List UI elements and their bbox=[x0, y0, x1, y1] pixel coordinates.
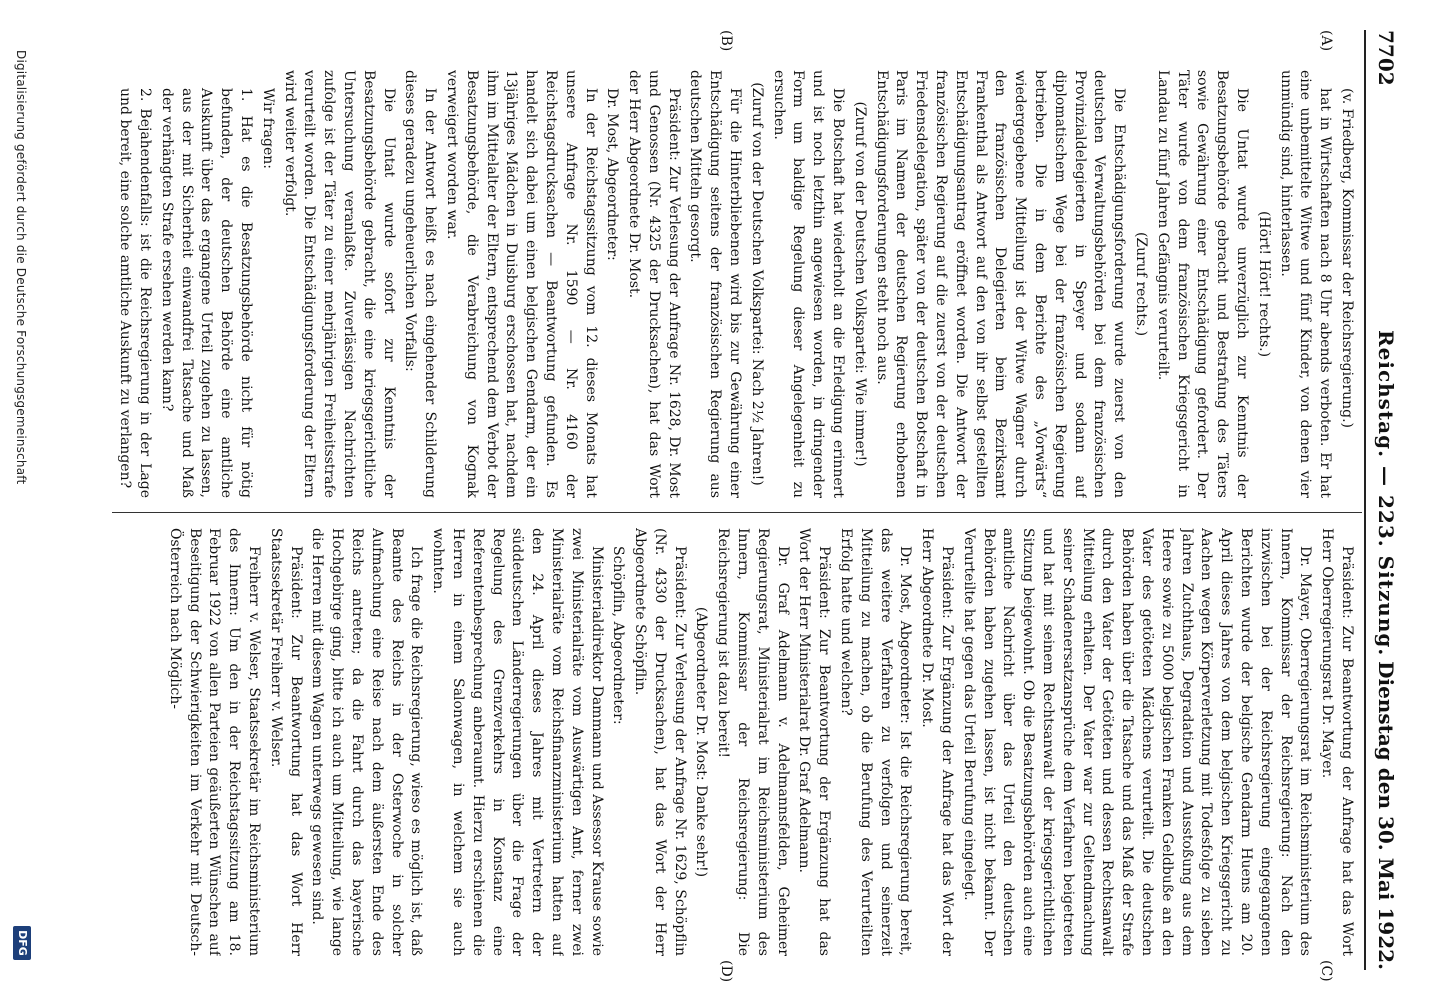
page-header bbox=[1364, 30, 1406, 970]
paragraph: Ministerialdirektor Dammann und Assessor Krause sowie zwei Ministerialräte vom Auswärtigen Amt, ferner zwei Ministerialräte vom Reichsfinanzministerium hatten auf den 24. April dieses Jahres mit Vertretern der süddeutschen Länderregierungen über die Frage der Regelung des Grenzverkehrs in Konstanz eine Referentenbesprechung anberaumt. Hierzu erschienen die Herren in einem Salonwagen, in welchem sie auch wohnten. bbox=[430, 528, 605, 956]
paragraph: Für die Hinterbliebenen wird bis zur Gewährung einer Entschädigung seitens der französischen Regierung aus deutschen Mitteln gesorgt. bbox=[687, 70, 744, 498]
paragraph: Präsident: Zur Beantwortung der Ergänzung hat das Wort der Herr Ministerialrat Dr. Graf Adelmann. bbox=[796, 528, 833, 956]
paragraph: hat in Wirtschaften nach 8 Uhr abends verboten. Er hat eine unbemittelte Witwe und fünf Kinder, von denen vier unmündig sind, hinterlassen. bbox=[1277, 70, 1334, 498]
margin-mark-b: (B) bbox=[718, 30, 734, 52]
paragraph: Präsident: Zur Verlesung der Anfrage Nr. 1628, Dr. Most und Genossen (Nr. 4325 der Drucksachen), hat das Wort der Herr Abgeordnete Dr. Most. bbox=[626, 70, 682, 498]
paragraph: Präsident: Zur Verlesung der Anfrage Nr. 1629, Schöpflin (Nr. 4330 der Drucksachen), hat das Wort der Herr Abgeordnete Schöpflin. bbox=[632, 528, 688, 956]
column-divider bbox=[112, 512, 1362, 513]
paragraph: Präsident: Zur Beantwortung hat das Wort Herr Staatssekretär Freiherr v. Welser. bbox=[267, 528, 304, 956]
paragraph: 1. Hat es die Besatzungsbehörde nicht für nötig befunden, der deutschen Behörde eine amtliche Auskunft über das ergangene Urteil zugehen zu lassen, aus der mit Sicherheit einwandfrei Tatsache und Maß der verhängten Strafe ersehen werden kann? bbox=[158, 88, 254, 498]
left-column bbox=[116, 70, 1356, 498]
dfg-logo: DFG bbox=[13, 926, 31, 960]
paragraph: Dr. Most, Abgeordneter: bbox=[604, 88, 621, 261]
paragraph: Dr. Graf Adelmann v. Adelmannsfelden, Geheimer Regierungsrat, Ministerialrat im Reichsministerium des Innern, Kommissar der Reichsregierung: Die Reichsregierung ist dazu bereit! bbox=[715, 528, 791, 956]
paragraph: (Zuruf von der Deutschen Volkspartei: Nach 2½ Jahren!) bbox=[748, 82, 765, 486]
paragraph: In der Antwort heißt es nach eingehender Schilderung dieses geradezu ungeheuerlichen Vorfalls: bbox=[402, 70, 439, 498]
paragraph: Präsident: Zur Beantwortung der Anfrage hat das Wort Herr Oberregierungsrat Dr. Mayer. bbox=[1319, 528, 1355, 956]
paragraph: (Zuruf rechts.) bbox=[1133, 231, 1150, 337]
session-date: Dienstag den 30. Mai 1922. bbox=[1374, 661, 1398, 970]
paragraph: Die Entschädigungsforderung wurde zuerst von den deutschen Verwaltungsbehörden bei dem französischen Provinzialdelegierten in Speyer und sodann auf diplomatischem Wege bei der französischen Regierung betrieben. Die in dem Berichte des „Vorwärts“ wiedergegebene Mitteilung ist der Witwe Wagner durch den französischen Delegierten beim Bezirksamt Frankenthal als Antwort auf den von ihr selbst gestellten Entschädigungsantrag eröffnet worden. Die Antwort der französischen Regierung auf die zuerst von der deutschen Friedensdelegation, später von der deutschen Botschaft in Paris im Namen der deutschen Regierung erhobenen Entschädigungsforderungen steht noch aus. bbox=[873, 70, 1128, 498]
paragraph: Wir fragen: bbox=[259, 88, 276, 169]
paragraph: (Zuruf von der Deutschen Volkspartei: Wie immer!) bbox=[851, 101, 868, 467]
paragraph: (Abgeordneter Dr. Most: Danke sehr!) bbox=[693, 606, 710, 878]
paragraph: Die Untat wurde unverzüglich zur Kenntnis der Besatzungsbehörde gebracht und Bestrafung des Täters sowie Gewährung einer Entschädigung gefordert. Der Täter wurde von dem französischen Kriegsgericht in Landau zu fünf Jahren Gefängnis verurteilt. bbox=[1154, 70, 1251, 498]
paragraph: (v. Friedberg, Kommissar der Reichsregierung.) bbox=[1339, 88, 1355, 428]
paragraph: Präsident: Zur Ergänzung der Anfrage hat das Wort der Herr Abgeordnete Dr. Most. bbox=[919, 528, 956, 956]
paragraph: Die Untat wurde sofort zur Kenntnis der Besatzungsbehörde gebracht, die eine kriegsgerichtliche Untersuchung veranlaßte. Zuverlässigen Nachrichten zufolge ist der Täter zu einer mehrjährigen Freiheitsstrafe verurteilt worden. Die Entschädigungsforderung der Eltern wird weiter verfolgt. bbox=[281, 70, 397, 498]
margin-mark-a: (A) bbox=[1318, 30, 1334, 52]
paragraph: Freiherr v. Welser, Staatssekretär im Reichsministerium des Innern: Um den in der Reichstagssitzung am 18. Februar 1922 von allen Parteien geäußerten Wünschen auf Beseitigung der Schwierigkeiten im Verkehr mit Deutsch-Österreich nach Möglich- bbox=[166, 528, 262, 956]
paragraph: Dr. Mayer, Oberregierungsrat im Reichsministerium des Innern, Kommissar der Reichsregierung: Nach den inzwischen bei der Reichsregierung eingegangenen Berichten wurde der belgische Gendarm Huens am 20. April dieses Jahres von dem belgischen Kriegsgericht zu Aachen wegen Körperverletzung mit Todesfolge zu sieben Jahren Zuchthaus, Degradation und Ausstoßung aus dem Heere sowie zu 5000 belgischen Franken Geldbuße an den Vater des getöteten Mädchens verurteilt. Die deutschen Behörden haben über die Tatsache und das Maß der Strafe durch den Vater der Getöteten und dessen Rechtsanwalt Mitteilung erhalten. Der Vater war zur Geltendmachung seiner Schadenersatzansprüche dem Verfahren beigetreten und hat mit seinem Rechtsanwalt der kriegsgerichtlichen Sitzung beigewohnt. Ob die Besatzungsbehörden auch eine amtliche Nachricht über das Urteil den deutschen Behörden haben zugehen lassen, ist nicht bekannt. Der Verurteilte hat gegen das Urteil Berufung eingelegt. bbox=[960, 528, 1314, 956]
paragraph: Ich frage die Reichsregierung, wieso es möglich ist, daß Beamte des Reichs in der Osterwoche in solcher Aufmachung eine Reise nach dem äußersten Ende des Reichs antreten; da die Fahrt durch das bayerische Hochgebirge ging, bitte ich auch um Mitteilung, wie lange die Herren mit diesem Wagen unterwegs gewesen sind. bbox=[309, 528, 425, 956]
page-number: 7702 bbox=[1374, 30, 1398, 86]
digitization-credit: Digitalisierung gefördert durch die Deutsche Forschungsgemeinschaft bbox=[14, 50, 28, 485]
session-title: Reichstag. — 223. Sitzung. bbox=[1374, 330, 1398, 657]
margin-mark-d: (D) bbox=[718, 960, 734, 983]
right-column bbox=[116, 528, 1356, 956]
paragraph: Die Botschaft hat wiederholt an die Erledigung erinnert und ist noch letzthin angewiesen worden, in dringender Form um baldige Regelung dieser Angelegenheit zu ersuchen. bbox=[770, 70, 847, 498]
margin-mark-c: (C) bbox=[1318, 960, 1334, 982]
paragraph: (Hört! Hört! rechts.) bbox=[1255, 210, 1272, 358]
paragraph: Schöpflin, Abgeordneter: bbox=[610, 546, 627, 725]
page-footer bbox=[6, 0, 34, 1000]
paragraph: 2. Bejahendenfalls: ist die Reichsregierung in der Lage und bereit, eine solche amtliche Auskunft zu verlangen? bbox=[117, 88, 153, 498]
paragraph: In der Reichstagssitzung vom 12. dieses Monats hat unsere Anfrage Nr. 1590 — Nr. 4160 der Reichstagsdrucksachen — Beantwortung gefunden. Es handelt sich dabei um einen belgischen Gendarm, der ein 13jähriges Mädchen in Duisburg erschossen hat, nachdem ihm im Mittelalter der Eltern, entsprechend dem Verbot der Besatzungsbehörde, die Verabreichung von Kognak verweigert worden war. bbox=[443, 70, 599, 498]
paragraph: Dr. Most, Abgeordneter: Ist die Reichsregierung bereit, das weitere Verfahren zu verfolgen und seinerzeit Mitteilung zu machen, ob die Berufung des Verurteilten Erfolg hatte und welchen? bbox=[838, 528, 914, 956]
